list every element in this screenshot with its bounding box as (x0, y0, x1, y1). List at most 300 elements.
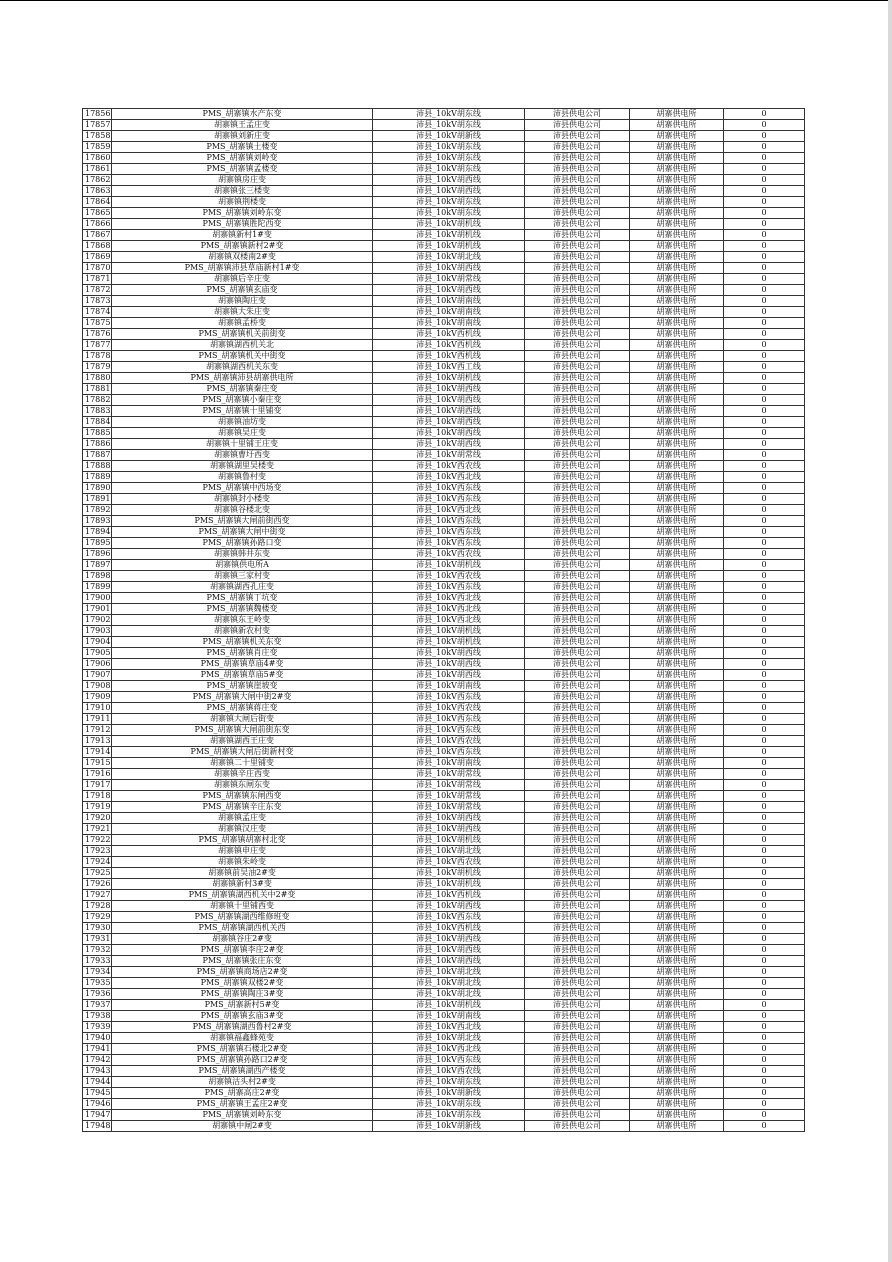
station-name-cell: 胡寨镇十里铺西变 (112, 901, 373, 912)
station-name-cell: 胡寨镇十里铺王庄变 (112, 439, 373, 450)
table-row (83, 758, 805, 769)
row-id-cell: 17894 (83, 527, 112, 538)
table-row (83, 626, 805, 637)
line-name-cell: 沛县_10kV西东线 (373, 494, 525, 505)
line-name-cell: 沛县_10kV胡西线 (373, 428, 525, 439)
station-name-cell: 胡寨镇福鑫蜂苑变 (112, 1033, 373, 1044)
office-cell: 胡寨供电所 (630, 351, 724, 362)
row-id-cell: 17933 (83, 956, 112, 967)
line-name-cell: 沛县_10kV胡南线 (373, 307, 525, 318)
table-row (83, 373, 805, 384)
value-cell: 0 (724, 384, 805, 395)
line-name-cell: 沛县_10kV胡南线 (373, 758, 525, 769)
table-row (83, 1099, 805, 1110)
row-id-cell: 17912 (83, 725, 112, 736)
table-row (83, 835, 805, 846)
company-cell: 沛县供电公司 (525, 769, 630, 780)
line-name-cell: 沛县_10kV胡南线 (373, 296, 525, 307)
value-cell: 0 (724, 604, 805, 615)
station-name-cell: 胡寨镇东王岭变 (112, 615, 373, 626)
row-id-cell: 17907 (83, 670, 112, 681)
station-name-cell: PMS_胡寨镇孟楼变 (112, 164, 373, 175)
data-table (82, 108, 805, 1132)
company-cell: 沛县供电公司 (525, 978, 630, 989)
row-id-cell: 17910 (83, 703, 112, 714)
company-cell: 沛县供电公司 (525, 395, 630, 406)
table-row (83, 208, 805, 219)
station-name-cell: PMS_胡寨镇崖坡变 (112, 681, 373, 692)
company-cell: 沛县供电公司 (525, 813, 630, 824)
value-cell: 0 (724, 395, 805, 406)
table-row (83, 780, 805, 791)
line-name-cell: 沛县_10kV胡常线 (373, 802, 525, 813)
table-row (83, 307, 805, 318)
company-cell: 沛县供电公司 (525, 747, 630, 758)
value-cell: 0 (724, 494, 805, 505)
station-name-cell: PMS_胡寨镇胜陀西变 (112, 219, 373, 230)
value-cell: 0 (724, 802, 805, 813)
office-cell: 胡寨供电所 (630, 153, 724, 164)
table-row (83, 142, 805, 153)
office-cell: 胡寨供电所 (630, 978, 724, 989)
value-cell: 0 (724, 186, 805, 197)
office-cell: 胡寨供电所 (630, 846, 724, 857)
table-row (83, 637, 805, 648)
table-row (83, 175, 805, 186)
row-id-cell: 17939 (83, 1022, 112, 1033)
table-row (83, 241, 805, 252)
office-cell: 胡寨供电所 (630, 406, 724, 417)
company-cell: 沛县供电公司 (525, 230, 630, 241)
value-cell: 0 (724, 1022, 805, 1033)
table-row (83, 450, 805, 461)
table-row (83, 1055, 805, 1066)
office-cell: 胡寨供电所 (630, 626, 724, 637)
office-cell: 胡寨供电所 (630, 648, 724, 659)
company-cell: 沛县供电公司 (525, 1099, 630, 1110)
table-row (83, 384, 805, 395)
station-name-cell: PMS_胡寨镇李庄2#变 (112, 945, 373, 956)
office-cell: 胡寨供电所 (630, 241, 724, 252)
line-name-cell: 沛县_10kV西农线 (373, 857, 525, 868)
value-cell: 0 (724, 780, 805, 791)
value-cell: 0 (724, 868, 805, 879)
table-row (83, 252, 805, 263)
value-cell: 0 (724, 406, 805, 417)
line-name-cell: 沛县_10kV胡西线 (373, 384, 525, 395)
company-cell: 沛县供电公司 (525, 208, 630, 219)
line-name-cell: 沛县_10kV胡东线 (373, 120, 525, 131)
value-cell: 0 (724, 736, 805, 747)
value-cell: 0 (724, 615, 805, 626)
office-cell: 胡寨供电所 (630, 527, 724, 538)
row-id-cell: 17882 (83, 395, 112, 406)
line-name-cell: 沛县_10kV胡东线 (373, 142, 525, 153)
line-name-cell: 沛县_10kV西农线 (373, 549, 525, 560)
company-cell: 沛县供电公司 (525, 879, 630, 890)
table-row (83, 1077, 805, 1088)
line-name-cell: 沛县_10kV胡北线 (373, 967, 525, 978)
table-row (83, 230, 805, 241)
row-id-cell: 17937 (83, 1000, 112, 1011)
value-cell: 0 (724, 296, 805, 307)
office-cell: 胡寨供电所 (630, 571, 724, 582)
line-name-cell: 沛县_10kV西北线 (373, 505, 525, 516)
line-name-cell: 沛县_10kV西机线 (373, 923, 525, 934)
station-name-cell: PMS_胡寨镇辛庄东变 (112, 802, 373, 813)
line-name-cell: 沛县_10kV西东线 (373, 1055, 525, 1066)
line-name-cell: 沛县_10kV胡西线 (373, 648, 525, 659)
table-row (83, 560, 805, 571)
company-cell: 沛县供电公司 (525, 736, 630, 747)
row-id-cell: 17929 (83, 912, 112, 923)
company-cell: 沛县供电公司 (525, 153, 630, 164)
office-cell: 胡寨供电所 (630, 450, 724, 461)
office-cell: 胡寨供电所 (630, 1110, 724, 1121)
row-id-cell: 17936 (83, 989, 112, 1000)
company-cell: 沛县供电公司 (525, 703, 630, 714)
office-cell: 胡寨供电所 (630, 1077, 724, 1088)
company-cell: 沛县供电公司 (525, 802, 630, 813)
row-id-cell: 17879 (83, 362, 112, 373)
station-name-cell: PMS_胡寨镇新村2#变 (112, 241, 373, 252)
company-cell: 沛县供电公司 (525, 483, 630, 494)
value-cell: 0 (724, 791, 805, 802)
company-cell: 沛县供电公司 (525, 1044, 630, 1055)
table-row (83, 153, 805, 164)
line-name-cell: 沛县_10kV西农线 (373, 736, 525, 747)
company-cell: 沛县供电公司 (525, 912, 630, 923)
company-cell: 沛县供电公司 (525, 1055, 630, 1066)
station-name-cell: PMS_胡寨镇大闸前街西变 (112, 516, 373, 527)
table-row (83, 879, 805, 890)
table-row (83, 1121, 805, 1132)
row-id-cell: 17871 (83, 274, 112, 285)
value-cell: 0 (724, 692, 805, 703)
line-name-cell: 沛县_10kV西东线 (373, 714, 525, 725)
table-row (83, 505, 805, 516)
value-cell: 0 (724, 175, 805, 186)
company-cell: 沛县供电公司 (525, 450, 630, 461)
row-id-cell: 17945 (83, 1088, 112, 1099)
company-cell: 沛县供电公司 (525, 824, 630, 835)
line-name-cell: 沛县_10kV胡机线 (373, 241, 525, 252)
table-row (83, 989, 805, 1000)
table-row (83, 439, 805, 450)
office-cell: 胡寨供电所 (630, 516, 724, 527)
row-id-cell: 17898 (83, 571, 112, 582)
row-id-cell: 17881 (83, 384, 112, 395)
station-name-cell: PMS_胡寨镇魏楼变 (112, 604, 373, 615)
line-name-cell: 沛县_10kV胡西线 (373, 901, 525, 912)
office-cell: 胡寨供电所 (630, 890, 724, 901)
station-name-cell: 胡寨镇孟庄变 (112, 813, 373, 824)
row-id-cell: 17901 (83, 604, 112, 615)
line-name-cell: 沛县_10kV胡北线 (373, 1033, 525, 1044)
row-id-cell: 17885 (83, 428, 112, 439)
table-row (83, 791, 805, 802)
row-id-cell: 17916 (83, 769, 112, 780)
office-cell: 胡寨供电所 (630, 681, 724, 692)
company-cell: 沛县供电公司 (525, 967, 630, 978)
station-name-cell: PMS_胡寨镇机关东变 (112, 637, 373, 648)
value-cell: 0 (724, 263, 805, 274)
row-id-cell: 17884 (83, 417, 112, 428)
station-name-cell: PMS_胡寨镇草庙4#变 (112, 659, 373, 670)
station-name-cell: PMS_胡寨新村5#变 (112, 1000, 373, 1011)
line-name-cell: 沛县_10kV胡常线 (373, 769, 525, 780)
table-row (83, 769, 805, 780)
company-cell: 沛县供电公司 (525, 186, 630, 197)
page-edge-shadow (888, 0, 892, 1262)
station-name-cell: 胡寨镇鲁村变 (112, 472, 373, 483)
station-name-cell: 胡寨镇供电所A (112, 560, 373, 571)
office-cell: 胡寨供电所 (630, 373, 724, 384)
company-cell: 沛县供电公司 (525, 1110, 630, 1121)
station-name-cell: 胡寨镇房庄变 (112, 175, 373, 186)
company-cell: 沛县供电公司 (525, 571, 630, 582)
row-id-cell: 17944 (83, 1077, 112, 1088)
office-cell: 胡寨供电所 (630, 1011, 724, 1022)
row-id-cell: 17899 (83, 582, 112, 593)
station-name-cell: 胡寨镇二十里铺变 (112, 758, 373, 769)
line-name-cell: 沛县_10kV胡西线 (373, 285, 525, 296)
company-cell: 沛县供电公司 (525, 626, 630, 637)
value-cell: 0 (724, 340, 805, 351)
office-cell: 胡寨供电所 (630, 769, 724, 780)
company-cell: 沛县供电公司 (525, 439, 630, 450)
value-cell: 0 (724, 857, 805, 868)
office-cell: 胡寨供电所 (630, 274, 724, 285)
line-name-cell: 沛县_10kV西东线 (373, 912, 525, 923)
table-row (83, 824, 805, 835)
line-name-cell: 沛县_10kV胡东线 (373, 208, 525, 219)
table-row (83, 615, 805, 626)
office-cell: 胡寨供电所 (630, 252, 724, 263)
company-cell: 沛县供电公司 (525, 384, 630, 395)
value-cell: 0 (724, 945, 805, 956)
table-row (83, 923, 805, 934)
row-id-cell: 17889 (83, 472, 112, 483)
company-cell: 沛县供电公司 (525, 923, 630, 934)
office-cell: 胡寨供电所 (630, 1022, 724, 1033)
value-cell: 0 (724, 417, 805, 428)
line-name-cell: 沛县_10kV胡东线 (373, 164, 525, 175)
line-name-cell: 沛县_10kV胡常线 (373, 780, 525, 791)
table-row (83, 461, 805, 472)
table-row (83, 1022, 805, 1033)
value-cell: 0 (724, 362, 805, 373)
value-cell: 0 (724, 1055, 805, 1066)
company-cell: 沛县供电公司 (525, 329, 630, 340)
row-id-cell: 17888 (83, 461, 112, 472)
line-name-cell: 沛县_10kV西农线 (373, 461, 525, 472)
station-name-cell: PMS_胡寨镇玄庙变 (112, 285, 373, 296)
office-cell: 胡寨供电所 (630, 175, 724, 186)
station-name-cell: PMS_胡寨镇王孟庄2#变 (112, 1099, 373, 1110)
table-row (83, 901, 805, 912)
table-row (83, 714, 805, 725)
station-name-cell: PMS_胡寨镇草庙5#变 (112, 670, 373, 681)
office-cell: 胡寨供电所 (630, 780, 724, 791)
company-cell: 沛县供电公司 (525, 538, 630, 549)
station-name-cell: 胡寨镇曹圩西变 (112, 450, 373, 461)
table-row (83, 813, 805, 824)
table-row (83, 549, 805, 560)
table-row (83, 747, 805, 758)
office-cell: 胡寨供电所 (630, 131, 724, 142)
value-cell: 0 (724, 131, 805, 142)
station-name-cell: 胡寨镇湖西孔庄变 (112, 582, 373, 593)
office-cell: 胡寨供电所 (630, 296, 724, 307)
line-name-cell: 沛县_10kV胡西线 (373, 824, 525, 835)
table-row (83, 1044, 805, 1055)
row-id-cell: 17931 (83, 934, 112, 945)
station-name-cell: 胡寨镇孟桥变 (112, 318, 373, 329)
office-cell: 胡寨供电所 (630, 560, 724, 571)
station-name-cell: PMS_胡寨镇大闸中街变 (112, 527, 373, 538)
value-cell: 0 (724, 351, 805, 362)
table-row (83, 274, 805, 285)
company-cell: 沛县供电公司 (525, 1000, 630, 1011)
line-name-cell: 沛县_10kV西机线 (373, 329, 525, 340)
company-cell: 沛县供电公司 (525, 516, 630, 527)
row-id-cell: 17887 (83, 450, 112, 461)
row-id-cell: 17932 (83, 945, 112, 956)
table-row (83, 670, 805, 681)
table-row (83, 197, 805, 208)
office-cell: 胡寨供电所 (630, 109, 724, 120)
office-cell: 胡寨供电所 (630, 428, 724, 439)
value-cell: 0 (724, 307, 805, 318)
value-cell: 0 (724, 769, 805, 780)
table-row (83, 912, 805, 923)
line-name-cell: 沛县_10kV西东线 (373, 582, 525, 593)
table-row (83, 406, 805, 417)
company-cell: 沛县供电公司 (525, 296, 630, 307)
row-id-cell: 17903 (83, 626, 112, 637)
table-row (83, 1110, 805, 1121)
station-name-cell: 胡寨镇湖西机关北 (112, 340, 373, 351)
table-body (83, 109, 805, 1132)
line-name-cell: 沛县_10kV胡西线 (373, 670, 525, 681)
station-name-cell: PMS_胡寨高庄2#变 (112, 1088, 373, 1099)
station-name-cell: 胡寨镇谷庄2#变 (112, 934, 373, 945)
row-id-cell: 17867 (83, 230, 112, 241)
value-cell: 0 (724, 1044, 805, 1055)
value-cell: 0 (724, 659, 805, 670)
value-cell: 0 (724, 142, 805, 153)
office-cell: 胡寨供电所 (630, 483, 724, 494)
line-name-cell: 沛县_10kV胡机线 (373, 868, 525, 879)
company-cell: 沛县供电公司 (525, 560, 630, 571)
company-cell: 沛县供电公司 (525, 175, 630, 186)
office-cell: 胡寨供电所 (630, 307, 724, 318)
row-id-cell: 17924 (83, 857, 112, 868)
office-cell: 胡寨供电所 (630, 384, 724, 395)
value-cell: 0 (724, 516, 805, 527)
table-row (83, 395, 805, 406)
line-name-cell: 沛县_10kV胡东线 (373, 153, 525, 164)
line-name-cell: 沛县_10kV胡西线 (373, 406, 525, 417)
value-cell: 0 (724, 593, 805, 604)
station-name-cell: PMS_胡寨镇石楼北2#变 (112, 1044, 373, 1055)
row-id-cell: 17857 (83, 120, 112, 131)
office-cell: 胡寨供电所 (630, 659, 724, 670)
station-name-cell: PMS_胡寨镇东闸西变 (112, 791, 373, 802)
table-row (83, 604, 805, 615)
station-name-cell: 胡寨镇吴庄变 (112, 428, 373, 439)
station-name-cell: PMS_胡寨镇孙路口变 (112, 538, 373, 549)
station-name-cell: PMS_胡寨镇大闸前街东变 (112, 725, 373, 736)
value-cell: 0 (724, 1011, 805, 1022)
station-name-cell: 胡寨镇封小楼变 (112, 494, 373, 505)
office-cell: 胡寨供电所 (630, 505, 724, 516)
office-cell: 胡寨供电所 (630, 439, 724, 450)
company-cell: 沛县供电公司 (525, 780, 630, 791)
row-id-cell: 17914 (83, 747, 112, 758)
line-name-cell: 沛县_10kV胡机线 (373, 560, 525, 571)
value-cell: 0 (724, 373, 805, 384)
office-cell: 胡寨供电所 (630, 901, 724, 912)
station-name-cell: 胡寨镇陶庄变 (112, 296, 373, 307)
table-row (83, 494, 805, 505)
company-cell: 沛县供电公司 (525, 164, 630, 175)
office-cell: 胡寨供电所 (630, 615, 724, 626)
value-cell: 0 (724, 428, 805, 439)
office-cell: 胡寨供电所 (630, 912, 724, 923)
value-cell: 0 (724, 923, 805, 934)
company-cell: 沛县供电公司 (525, 1022, 630, 1033)
row-id-cell: 17934 (83, 967, 112, 978)
station-name-cell: PMS_胡寨镇大闸后街新村变 (112, 747, 373, 758)
office-cell: 胡寨供电所 (630, 164, 724, 175)
company-cell: 沛县供电公司 (525, 758, 630, 769)
table-row (83, 351, 805, 362)
office-cell: 胡寨供电所 (630, 692, 724, 703)
station-name-cell: 胡寨镇汉庄变 (112, 824, 373, 835)
station-name-cell: PMS_胡寨镇小秦庄变 (112, 395, 373, 406)
table-row (83, 846, 805, 857)
company-cell: 沛县供电公司 (525, 901, 630, 912)
table-row (83, 329, 805, 340)
station-name-cell: 胡寨镇张三楼变 (112, 186, 373, 197)
company-cell: 沛县供电公司 (525, 527, 630, 538)
company-cell: 沛县供电公司 (525, 461, 630, 472)
office-cell: 胡寨供电所 (630, 593, 724, 604)
office-cell: 胡寨供电所 (630, 395, 724, 406)
station-name-cell: 胡寨镇沽头村2#变 (112, 1077, 373, 1088)
row-id-cell: 17859 (83, 142, 112, 153)
company-cell: 沛县供电公司 (525, 120, 630, 131)
office-cell: 胡寨供电所 (630, 703, 724, 714)
row-id-cell: 17911 (83, 714, 112, 725)
station-name-cell: 胡寨镇后辛庄变 (112, 274, 373, 285)
row-id-cell: 17900 (83, 593, 112, 604)
office-cell: 胡寨供电所 (630, 219, 724, 230)
row-id-cell: 17921 (83, 824, 112, 835)
line-name-cell: 沛县_10kV西东线 (373, 692, 525, 703)
line-name-cell: 沛县_10kV胡西线 (373, 395, 525, 406)
company-cell: 沛县供电公司 (525, 582, 630, 593)
company-cell: 沛县供电公司 (525, 615, 630, 626)
table-row (83, 1066, 805, 1077)
station-name-cell: PMS_胡寨镇玄庙3#变 (112, 1011, 373, 1022)
line-name-cell: 沛县_10kV胡西线 (373, 945, 525, 956)
line-name-cell: 沛县_10kV胡北线 (373, 252, 525, 263)
table-row (83, 428, 805, 439)
station-name-cell: 胡寨镇三家村变 (112, 571, 373, 582)
